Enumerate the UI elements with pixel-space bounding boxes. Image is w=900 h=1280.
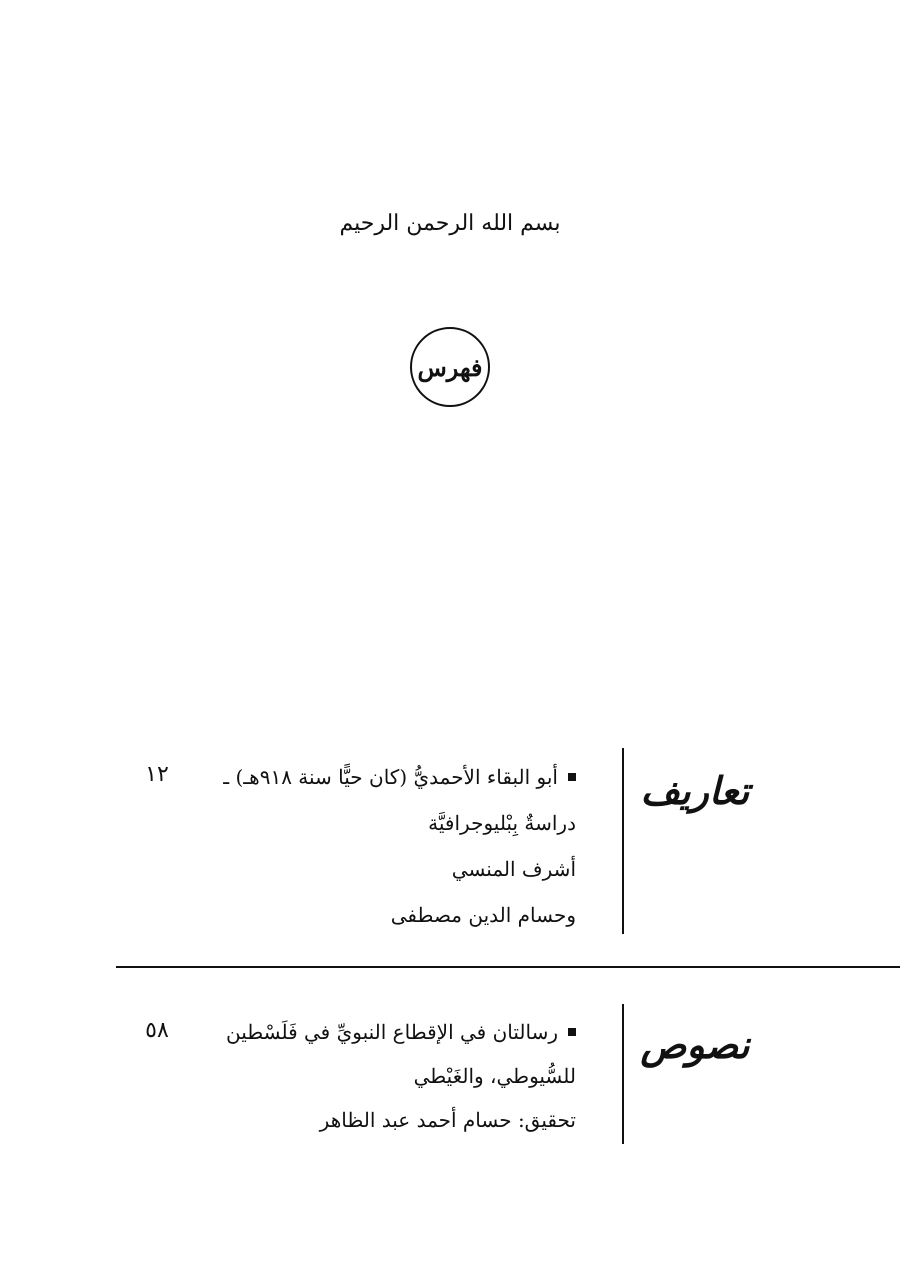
page-number: ٥٨ (145, 1018, 169, 1043)
page-number: ١٢ (145, 762, 169, 787)
vertical-divider (622, 748, 624, 934)
entry-title: رسالتان في الإقطاع النبويِّ في فَلَسْطين (225, 1020, 558, 1044)
section-texts (0, 1004, 900, 1144)
entry-coauthor: وحسام الدين مصطفى (390, 903, 576, 927)
index-title: فهرس (417, 352, 483, 382)
entry-editor: تحقيق: حسام أحمد عبد الظاهر (319, 1108, 576, 1132)
section-label: تعاريف (640, 768, 750, 813)
toc-entry[interactable] (136, 1010, 576, 1142)
basmala-calligraphy: بسم الله الرحمن الرحيم (339, 211, 561, 236)
toc-entry[interactable] (136, 754, 576, 938)
index-seal (410, 327, 490, 407)
horizontal-divider (116, 966, 900, 968)
bullet-icon (568, 773, 576, 781)
bullet-icon (568, 1028, 576, 1036)
entry-title: أبو البقاء الأحمديُّ (كان حيًّا سنة ٩١٨هـ) ـ (223, 765, 558, 789)
entry-author: أشرف المنسي (451, 857, 576, 881)
entry-title-line (136, 754, 576, 800)
vertical-divider (622, 1004, 624, 1144)
section-label: نصوص (640, 1022, 750, 1067)
entry-subtitle: للسُّيوطي، والغَيْطي (413, 1064, 576, 1088)
entry-subtitle: دراسةٌ بِبْليوجرافيَّة (428, 811, 576, 835)
section-definitions (0, 748, 900, 934)
entry-title-line (136, 1010, 576, 1054)
